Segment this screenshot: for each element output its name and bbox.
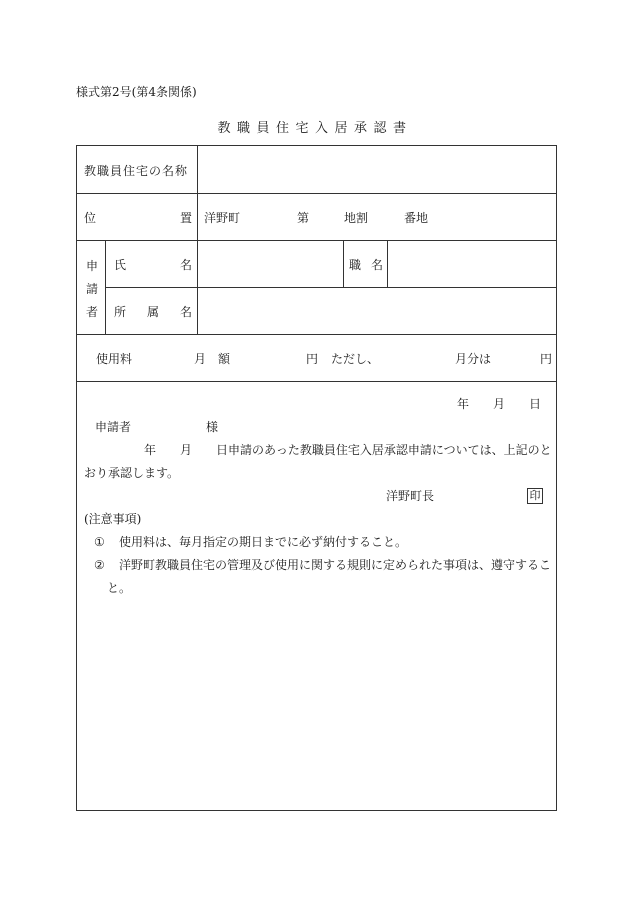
- date-year: 年: [457, 397, 470, 411]
- date-day: 日: [529, 397, 542, 411]
- mayor-label: 洋野町長: [386, 489, 435, 503]
- affiliation-label-char: 属: [147, 305, 160, 319]
- applicant-line: 申請者: [95, 420, 132, 434]
- row-divider: [77, 334, 556, 335]
- location-label-first: 位: [84, 211, 97, 225]
- document-title: 教職員住宅入居承認書: [217, 121, 413, 136]
- fee-month-portion: 月分は: [455, 352, 492, 366]
- note-2-text-line1: 洋野町教職員住宅の管理及び使用に関する規則に定められた事項は、遵守するこ: [119, 558, 552, 572]
- job-label-first: 職: [349, 258, 362, 272]
- row-divider: [105, 287, 556, 288]
- column-divider: [197, 146, 198, 334]
- notes-heading: (注意事項): [84, 512, 142, 526]
- location-town: 洋野町: [204, 211, 241, 225]
- approval-form-table: [76, 145, 557, 811]
- applicant-group-char: 申: [86, 259, 99, 273]
- fee-however: ただし、: [331, 352, 380, 366]
- column-divider: [105, 240, 106, 334]
- note-2-marker: ②: [94, 558, 105, 572]
- column-divider: [343, 240, 344, 287]
- approval-body-line1: 日申請のあった教職員住宅入居承認申請については、上記のと: [216, 443, 552, 457]
- form-number-label: 様式第2号(第4条関係): [76, 85, 197, 99]
- applicant-group-char: 者: [86, 305, 99, 319]
- affiliation-label-char: 名: [180, 305, 193, 319]
- fee-label: 使用料: [96, 352, 133, 366]
- note-1-marker: ①: [94, 535, 105, 549]
- location-label-second: 置: [180, 211, 193, 225]
- affiliation-label-char: 所: [114, 305, 127, 319]
- row-divider: [77, 381, 556, 382]
- note-2-text-line2: と。: [107, 581, 132, 595]
- body-year: 年: [144, 443, 157, 457]
- column-divider: [387, 240, 388, 287]
- approval-body-line2: おり承認します。: [84, 466, 180, 480]
- fee-yen-first: 円: [306, 352, 319, 366]
- applicant-name-label-second: 名: [180, 258, 193, 272]
- fee-monthly-label: 月 額: [194, 352, 231, 366]
- row-divider: [77, 193, 556, 194]
- seal-mark: 印: [527, 488, 543, 504]
- body-month: 月: [180, 443, 193, 457]
- location-chiwari: 地割: [344, 211, 369, 225]
- location-banchi: 番地: [404, 211, 429, 225]
- location-dai: 第: [297, 211, 310, 225]
- note-1-text: 使用料は、毎月指定の期日までに必ず納付すること。: [119, 535, 408, 549]
- fee-yen-second: 円: [540, 352, 553, 366]
- date-month: 月: [493, 397, 506, 411]
- row-divider: [77, 240, 556, 241]
- applicant-group-char: 請: [86, 282, 99, 296]
- housing-name-label: 教職員住宅の名称: [84, 164, 189, 178]
- applicant-name-label-first: 氏: [114, 258, 127, 272]
- applicant-honorific: 様: [206, 420, 219, 434]
- job-label-second: 名: [371, 258, 384, 272]
